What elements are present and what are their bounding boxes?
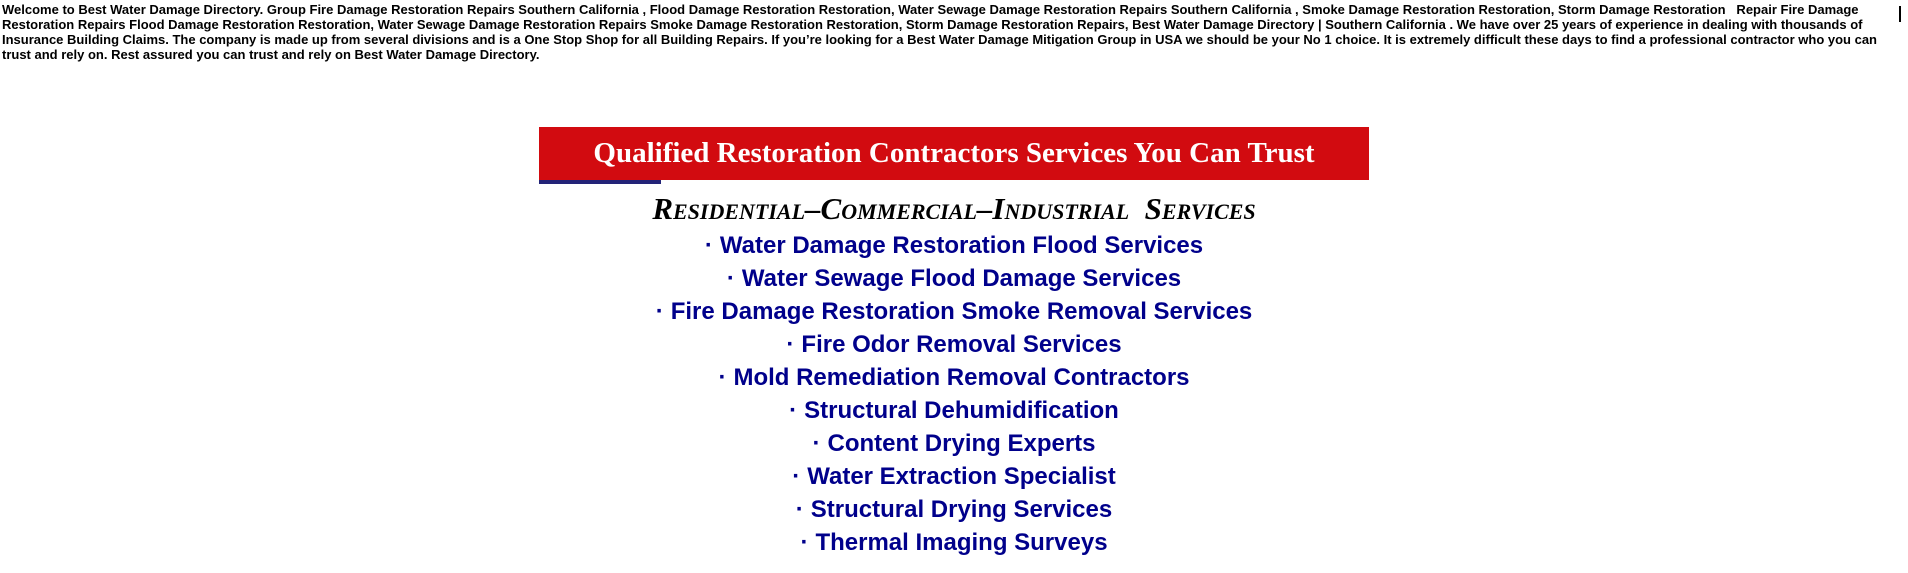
service-link-content-drying-experts[interactable] (0, 427, 1908, 460)
service-link-label[interactable]: Structural Dehumidification (804, 397, 1119, 424)
service-link-structural-dehumidification[interactable] (0, 394, 1908, 427)
service-link-label[interactable]: Content Drying Experts (827, 430, 1096, 457)
service-link-label[interactable]: Water Extraction Specialist (807, 463, 1116, 490)
service-link-water-extraction-specialist[interactable] (0, 460, 1908, 493)
bullet-icon: · (655, 298, 664, 325)
banner (539, 127, 1369, 180)
bullet-icon: · (789, 397, 798, 424)
service-link-fire-damage-restoration-smoke-removal[interactable] (0, 295, 1908, 328)
banner-row (0, 127, 1908, 180)
bullet-icon: · (792, 463, 801, 490)
service-link-label[interactable]: Structural Drying Services (810, 496, 1113, 523)
services-heading: Residential–Commercial–Industrial Services (652, 191, 1256, 226)
service-link-water-sewage-flood-damage[interactable] (0, 262, 1908, 295)
service-link-fire-odor-removal[interactable] (0, 328, 1908, 361)
bullet-icon: · (812, 430, 821, 457)
services-list (0, 229, 1908, 559)
bullet-icon: · (726, 265, 735, 292)
service-link-label[interactable]: Water Damage Restoration Flood Services (719, 232, 1204, 259)
intro-paragraph: Welcome to Best Water Damage Directory. Group Fire Damage Restoration Repairs Southern California , Flood Damage Restoration Restoration, Water Sewage Damage Restoration Repairs Southern California , Smoke Damage Restoration Restoration, Storm Damage Restoration Repair Fire Damage Restoration Repairs Flood Damage Restoration Restoration, Water Sewage Damage Restoration Repairs Smoke Damage Restoration Restoration, Storm Damage Restoration Repairs, Best Water Damage Directory | Southern California . We have over 25 years of experience in dealing with thousands of Insurance Building Claims. The company is made up from several divisions and is a One Stop Shop for all Building Repairs. If you’re looking for a Best Water Damage Mitigation Group in USA we should be your No 1 choice. It is extremely difficult these days to find a professional contractor who you can trust and rely on. Rest assured you can trust and rely on Best Water Damage Directory. (2, 2, 1877, 62)
main-content (0, 127, 1908, 559)
bullet-icon: · (718, 364, 727, 391)
service-link-water-damage-restoration-flood[interactable] (0, 229, 1908, 262)
service-link-label[interactable]: Thermal Imaging Surveys (815, 529, 1108, 556)
service-link-label[interactable]: Water Sewage Flood Damage Services (741, 265, 1182, 292)
service-link-label[interactable]: Fire Odor Removal Services (801, 331, 1122, 358)
banner-title: Qualified Restoration Contractors Services You Can Trust (593, 137, 1315, 169)
bullet-icon: · (800, 529, 809, 556)
service-link-thermal-imaging-surveys[interactable] (0, 526, 1908, 559)
service-link-mold-remediation-removal[interactable] (0, 361, 1908, 394)
bullet-icon: · (786, 331, 795, 358)
service-link-label[interactable]: Mold Remediation Removal Contractors (733, 364, 1190, 391)
bullet-icon: · (795, 496, 804, 523)
service-link-label[interactable]: Fire Damage Restoration Smoke Removal Services (670, 298, 1253, 325)
service-link-structural-drying-services[interactable] (0, 493, 1908, 526)
banner-underline (539, 180, 661, 184)
right-edge-caret-artifact (1899, 6, 1901, 22)
bullet-icon: · (704, 232, 713, 259)
